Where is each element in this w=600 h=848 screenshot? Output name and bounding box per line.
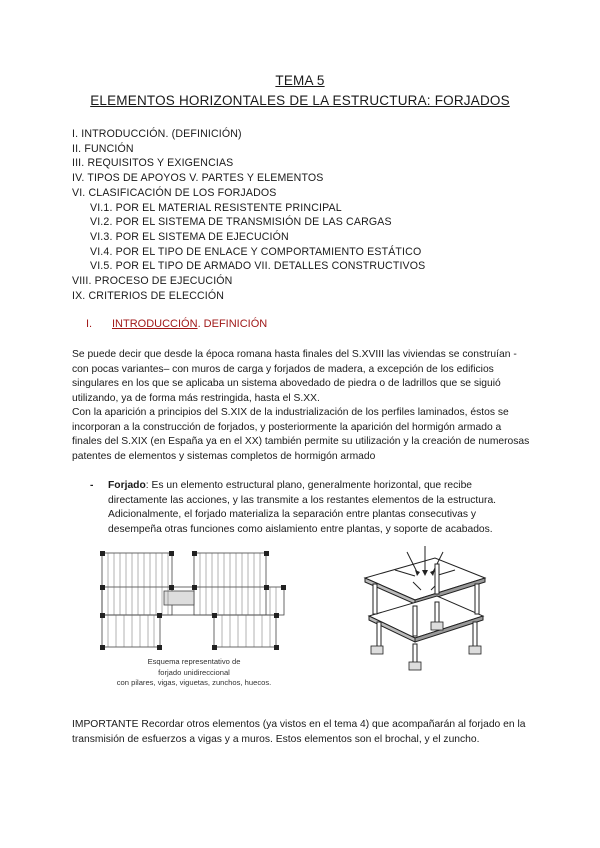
bullet-term: Forjado <box>108 480 146 491</box>
bullet-definition <box>90 479 530 537</box>
toc-item: III. REQUISITOS Y EXIGENCIAS <box>72 157 234 170</box>
caption-line: forjado unidireccional <box>158 667 230 677</box>
toc-subitem: VI.2. POR EL SISTEMA DE TRANSMISIÓN DE LAS CARGAS <box>90 216 392 229</box>
paragraph-text: Se puede decir que desde la época romana hasta finales del S.XVIII las viviendas se construían -con pocas variantes– con muros de carga y forjados de madera, a excepción de los edificios singulares en los que se aplicaba un sistema abovedado de piedra o de ladrillos que se siguió utilizando, ya de forma más restringida, hasta el S.XX. <box>72 349 517 404</box>
toc-item: IX. CRITERIOS DE ELECCIÓN <box>72 289 225 302</box>
paragraph-history <box>72 348 532 406</box>
tema-number: TEMA 5 <box>275 73 325 88</box>
caption-line: con pilares, vigas, viguetas, zunchos, huecos. <box>116 678 272 688</box>
bullet-text: : Es un elemento estructural plano, generalmente horizontal, que recibe directamente las acciones, y las transmite a los restantes elementos de la estructura. Adicionalmente, el forjado materializa la separación entre plantas consecutivas y desempeña otras funciones como aislamiento entre plantas, y soporte de acabados. <box>108 480 497 535</box>
important-note: IMPORTANTE Recordar otros elementos (ya vistos en el tema 4) que acompañarán al forjado en la transmisión de esfuerzos a vigas y a muros. Estos elementos son el brochal, y el zuncho. <box>72 719 526 745</box>
section-title-rest: . DEFINICIÓN <box>197 318 268 330</box>
toc-item: IV. TIPOS DE APOYOS V. PARTES Y ELEMENTOS <box>72 172 324 185</box>
table-of-contents <box>72 127 425 303</box>
figure-caption <box>94 657 294 689</box>
toc-item: II. FUNCIÓN <box>72 142 134 155</box>
section-heading <box>86 318 267 330</box>
toc-subitem: VI.4. POR EL TIPO DE ENLACE Y COMPORTAMIENTO ESTÁTICO <box>90 245 422 258</box>
toc-item: VIII. PROCESO DE EJECUCIÓN <box>72 275 233 288</box>
caption-line: Esquema representativo de <box>147 657 241 666</box>
document-title: ELEMENTOS HORIZONTALES DE LA ESTRUCTURA: FORJADOS <box>90 93 510 108</box>
toc-subitem: VI.1. POR EL MATERIAL RESISTENTE PRINCIPAL <box>90 201 342 214</box>
toc-item: VI. CLASIFICACIÓN DE LOS FORJADOS <box>72 186 277 199</box>
toc-subitem: VI.3. POR EL SISTEMA DE EJECUCIÓN <box>90 230 289 243</box>
toc-item: I. INTRODUCCIÓN. (DEFINICIÓN) <box>72 128 242 140</box>
paragraph-industrialization <box>72 406 532 464</box>
paragraph-text: Con la aparición a principios del S.XIX de la industrialización de los perfiles laminados, éstos se incorporan a la construcción de forjados, y posteriormente la aparición del hormigón armado a finales del S.XIX (en España ya en el XX) también permite su utilización y la creación de numerosas patentes de elementos y sistemas completos de hormigón armado <box>72 407 530 462</box>
floor-plan-drawing <box>94 547 294 655</box>
bullet-dash: - <box>90 480 94 491</box>
section-title-link: INTRODUCCIÓN <box>112 318 198 330</box>
section-number: I. <box>86 318 93 330</box>
toc-subitem: VI.5. POR EL TIPO DE ARMADO VII. DETALLES CONSTRUCTIVOS <box>90 260 426 273</box>
slab-load-isometric-drawing <box>355 546 495 676</box>
